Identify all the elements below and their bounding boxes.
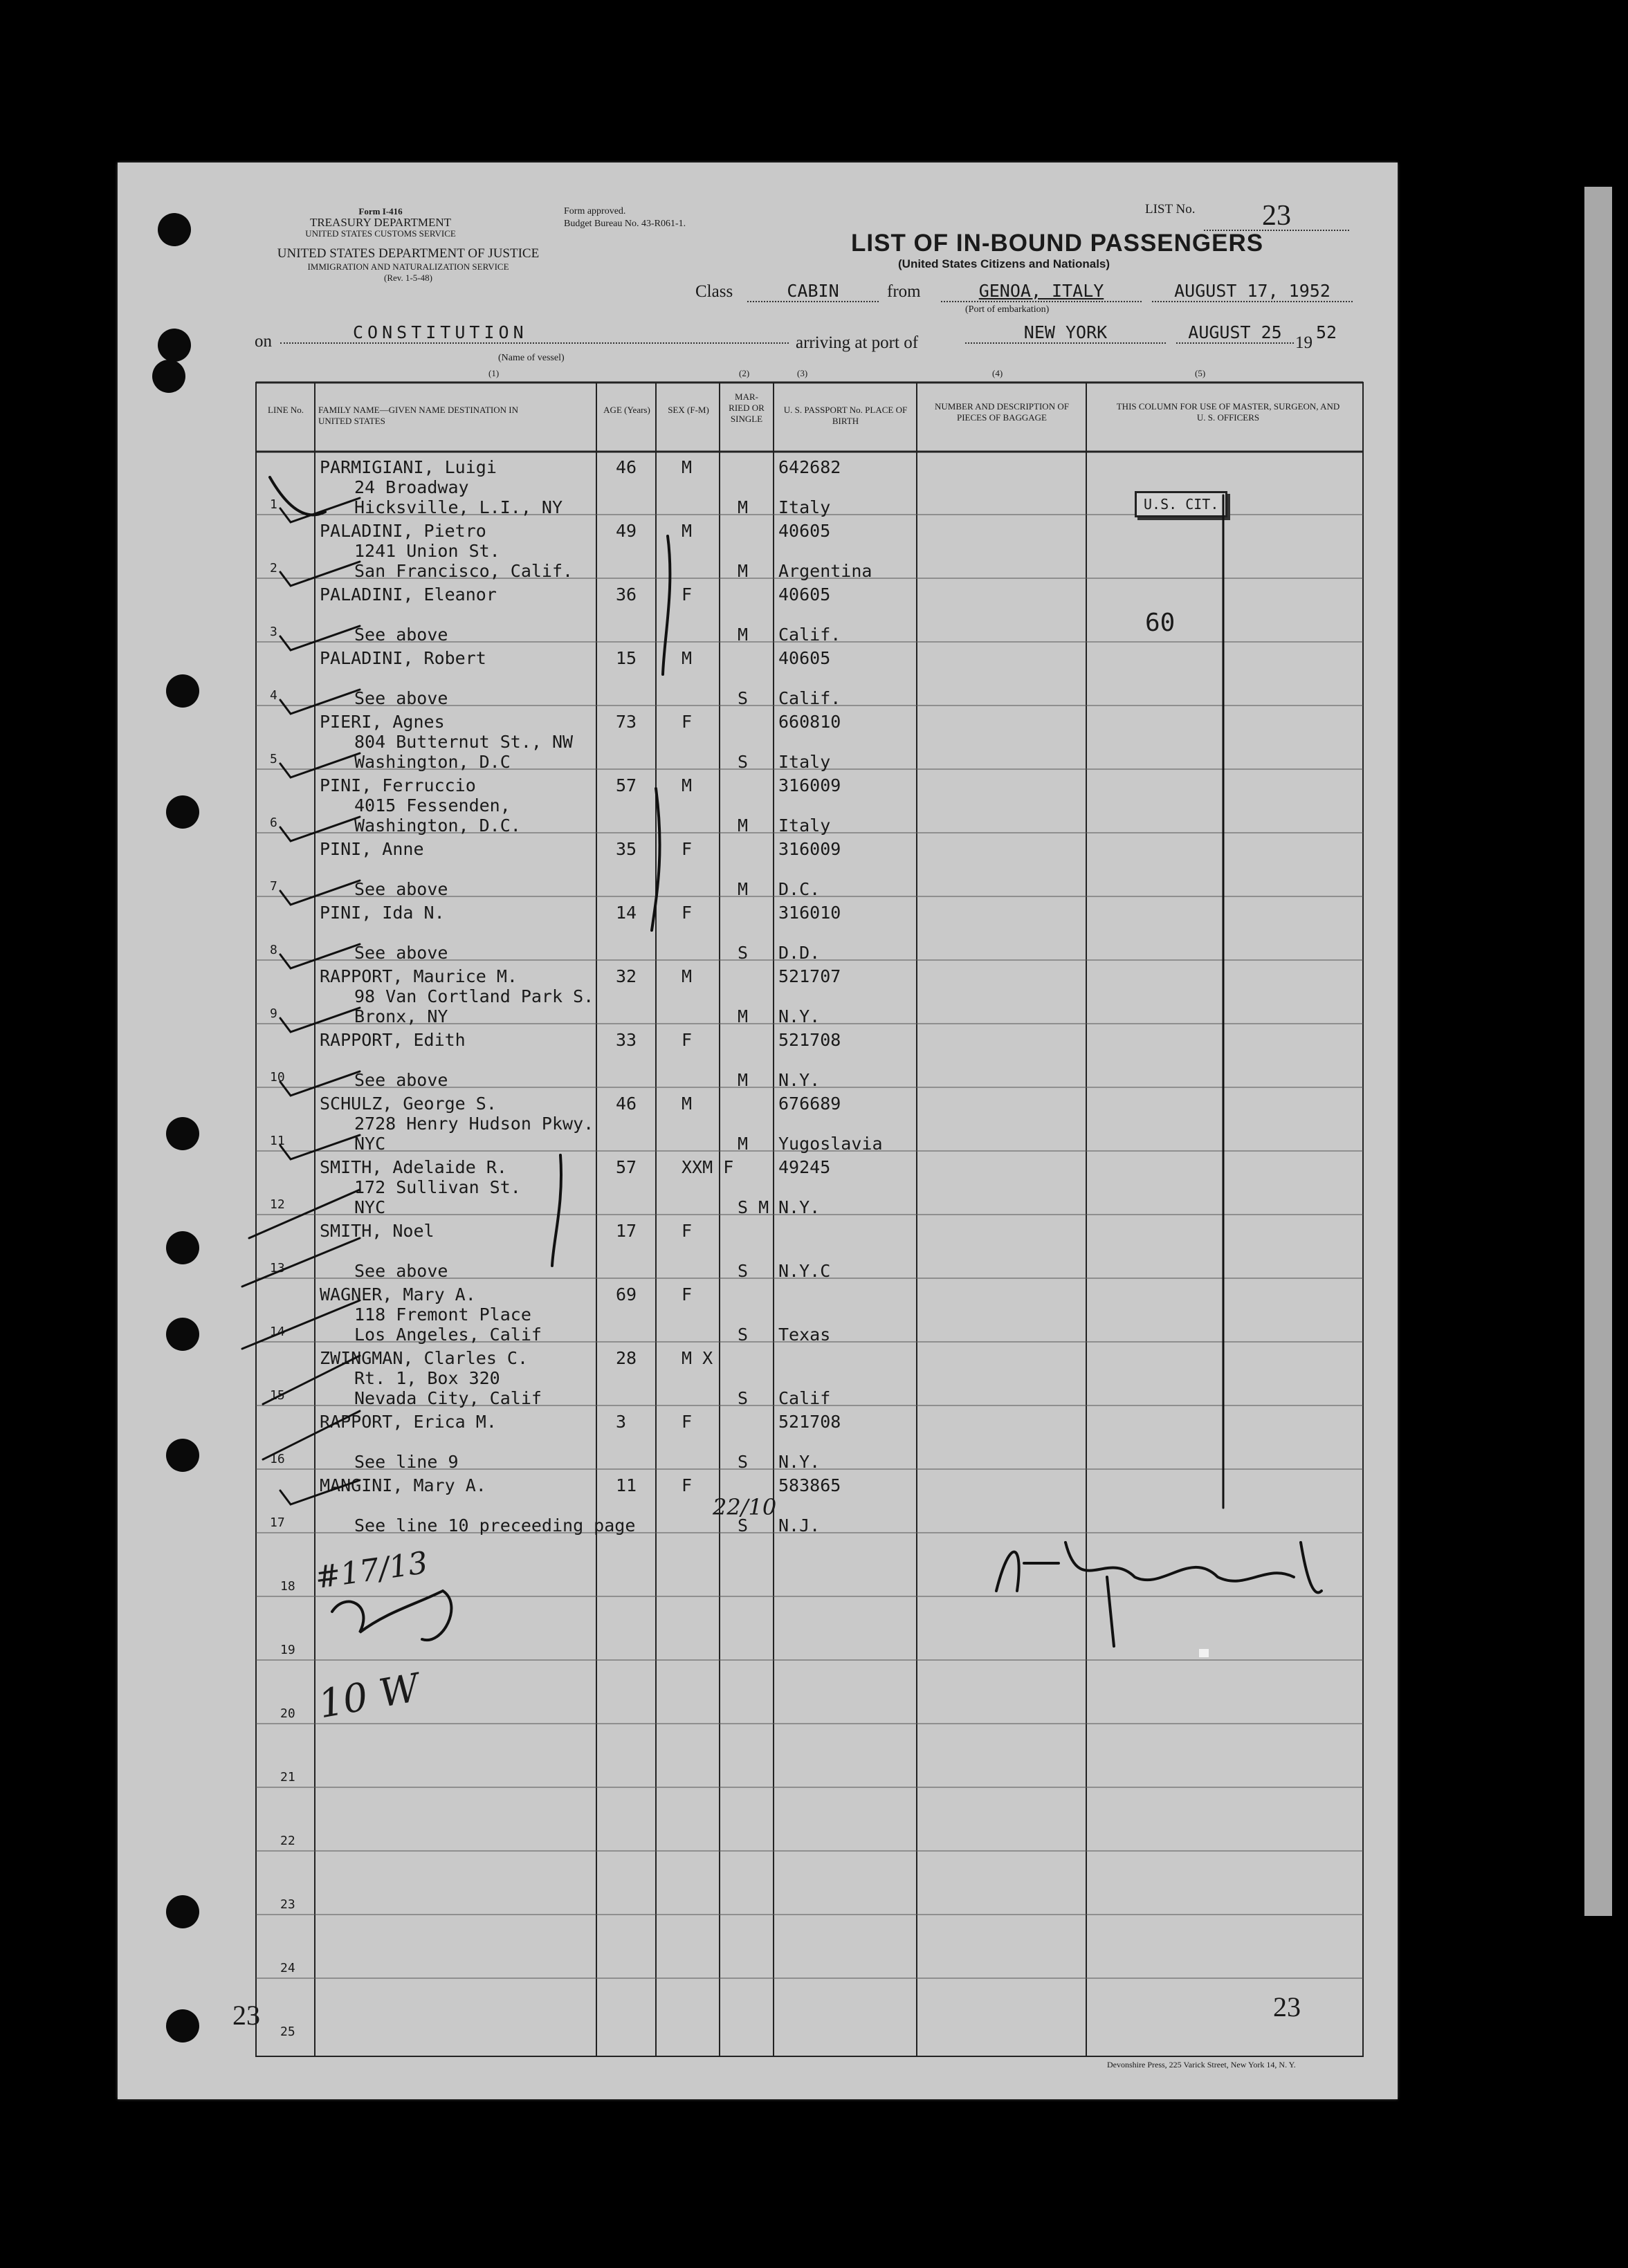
col-header-line: LINE No. [268, 405, 304, 415]
line-number: 14 [270, 1325, 285, 1339]
passenger-name: SMITH, Noel [320, 1221, 435, 1241]
address-line-2: NYC [354, 1134, 386, 1154]
address-line-2: Washington, D.C. [354, 815, 521, 836]
passenger-age: 32 [616, 966, 637, 986]
page-ref-annotation: 22/10 [713, 1494, 777, 1520]
line-number: 15 [270, 1388, 285, 1403]
passport-number: 642682 [778, 457, 841, 477]
place-of-birth: N.J. [778, 1515, 821, 1536]
address-line-2: Nevada City, Calif [354, 1388, 542, 1408]
class-value: CABIN [747, 281, 879, 302]
passenger-age: 33 [616, 1030, 637, 1050]
marital-status: S M [738, 1197, 769, 1217]
dept-justice: UNITED STATES DEPARTMENT OF JUSTICE [277, 246, 540, 261]
passenger-sex: F [682, 584, 693, 605]
passenger-name: PALADINI, Pietro [320, 521, 486, 541]
passenger-sex: F [682, 1475, 693, 1495]
address-line-2: Hicksville, L.I., NY [354, 497, 563, 517]
line-number: 13 [270, 1261, 285, 1275]
passenger-name: PINI, Ferruccio [320, 775, 476, 795]
line-number: 3 [270, 625, 277, 639]
marital-status: S [738, 1515, 749, 1536]
passenger-age: 35 [616, 839, 637, 859]
passport-number: 316010 [778, 903, 841, 923]
line-number: 4 [270, 688, 277, 703]
line-number: 19 [280, 1643, 295, 1657]
passenger-sex: F [682, 1284, 693, 1304]
col-num-5: (5) [1195, 368, 1206, 378]
arrival-year: 52 [1316, 322, 1337, 342]
marital-status: M [738, 1006, 749, 1026]
marital-status: M [738, 625, 749, 645]
passenger-name: PINI, Ida N. [320, 903, 445, 923]
passenger-name: SCHULZ, George S. [320, 1094, 497, 1114]
col-header-baggage: NUMBER AND DESCRIPTION OF PIECES OF BAGGAGE [935, 401, 1069, 423]
line-number: 22 [280, 1834, 295, 1848]
passenger-age: 36 [616, 584, 637, 605]
address-line-2: See above [354, 1070, 448, 1090]
address-line-1: 24 Broadway [354, 477, 469, 497]
place-of-birth: Italy [778, 752, 831, 772]
passport-number: 521708 [778, 1030, 841, 1050]
line-number: 25 [280, 2025, 295, 2039]
line-number: 20 [280, 1706, 295, 1721]
passport-number: 316009 [778, 775, 841, 795]
passport-number: 316009 [778, 839, 841, 859]
page-number-left: 23 [232, 2000, 260, 2031]
form-approved: Form approved. [564, 206, 626, 216]
passenger-sex: XXM F [682, 1157, 734, 1177]
passenger-sex: F [682, 839, 693, 859]
address-line-2: See line 10 preceeding page [354, 1515, 636, 1536]
form-number: Form I-416 [358, 206, 403, 216]
passenger-name: WAGNER, Mary A. [320, 1284, 476, 1304]
col-num-2: (2) [739, 368, 750, 378]
passenger-sex: M X [682, 1348, 713, 1368]
place-of-birth: D.C. [778, 879, 821, 899]
marital-status: M [738, 1134, 749, 1154]
marital-status: M [738, 497, 749, 517]
address-line-2: See above [354, 879, 448, 899]
marital-status: S [738, 1452, 749, 1472]
departure-date: AUGUST 17, 1952 [1152, 281, 1353, 302]
check-mark [270, 477, 325, 515]
address-line-2: See above [354, 943, 448, 963]
marital-status: S [738, 1388, 749, 1408]
place-of-birth: N.Y. [778, 1452, 821, 1472]
address-line-2: Los Angeles, Calif [354, 1325, 542, 1345]
passenger-name: RAPPORT, Edith [320, 1030, 466, 1050]
passenger-name: SMITH, Adelaide R. [320, 1157, 507, 1177]
col-header-age: AGE (Years) [603, 405, 650, 415]
passenger-name: PINI, Anne [320, 839, 424, 859]
address-line-2: Bronx, NY [354, 1006, 448, 1026]
place-of-birth: N.Y.C [778, 1261, 831, 1281]
marital-status: S [738, 1325, 749, 1345]
marital-status: S [738, 943, 749, 963]
passenger-age: 46 [616, 457, 637, 477]
passport-number: 676689 [778, 1094, 841, 1114]
printer-credit: Devonshire Press, 225 Varick Street, New York 14, N. Y. [1107, 2060, 1296, 2069]
count-annotation: 60 [1145, 609, 1176, 637]
place-of-birth: Calif. [778, 625, 841, 645]
passenger-name: PIERI, Agnes [320, 712, 445, 732]
place-of-birth: Yugoslavia [778, 1134, 883, 1154]
passenger-age: 57 [616, 1157, 637, 1177]
customs-service: UNITED STATES CUSTOMS SERVICE [305, 228, 456, 239]
place-of-birth: N.Y. [778, 1197, 821, 1217]
line-number: 10 [270, 1070, 285, 1085]
passport-number: 49245 [778, 1157, 831, 1177]
passenger-name: RAPPORT, Erica M. [320, 1412, 497, 1432]
passenger-age: 57 [616, 775, 637, 795]
address-line-2: See above [354, 688, 448, 708]
passport-number: 40605 [778, 584, 831, 605]
marital-status: M [738, 879, 749, 899]
passenger-age: 69 [616, 1284, 637, 1304]
passenger-name: RAPPORT, Maurice M. [320, 966, 518, 986]
col-header-married: MAR- RIED OR SINGLE [729, 391, 765, 424]
budget-bureau: Budget Bureau No. 43-R061-1. [564, 219, 686, 229]
handwritten-note-1: #17/13 [313, 1545, 430, 1596]
line-number: 24 [280, 1961, 295, 1975]
port-caption: (Port of embarkation) [965, 304, 1050, 315]
page-subtitle: (United States Citizens and Nationals) [898, 257, 1110, 270]
passenger-sex: F [682, 1412, 693, 1432]
line-number: 16 [270, 1452, 285, 1466]
place-of-birth: D.D. [778, 943, 821, 963]
col-header-name: FAMILY NAME—GIVEN NAME DESTINATION IN UNITED STATES [318, 405, 519, 426]
passenger-age: 73 [616, 712, 637, 732]
passenger-sex: F [682, 1221, 693, 1241]
place-of-birth: Argentina [778, 561, 872, 581]
marital-status: M [738, 815, 749, 836]
marital-status: S [738, 1261, 749, 1281]
passenger-sex: M [682, 457, 693, 477]
passport-number: 40605 [778, 521, 831, 541]
passenger-age: 15 [616, 648, 637, 668]
address-line-1: 98 Van Cortland Park S. [354, 986, 594, 1006]
col-header-sex: SEX (F-M) [668, 405, 709, 415]
ins-service: IMMIGRATION AND NATURALIZATION SERVICE [307, 261, 509, 272]
from-label: from [887, 282, 921, 301]
page-title: LIST OF IN-BOUND PASSENGERS [851, 230, 1264, 257]
dept-treasury: TREASURY DEPARTMENT [309, 216, 452, 229]
passenger-age: 17 [616, 1221, 637, 1241]
address-line-1: 2728 Henry Hudson Pkwy. [354, 1114, 594, 1134]
class-label: Class [695, 282, 733, 301]
passport-number: 521707 [778, 966, 841, 986]
list-number: 23 [1204, 202, 1349, 231]
passenger-sex: M [682, 1094, 693, 1114]
line-number: 18 [280, 1579, 295, 1594]
address-line-1: 1241 Union St. [354, 541, 500, 561]
on-label: on [255, 332, 272, 351]
address-line-2: NYC [354, 1197, 386, 1217]
line-number: 12 [270, 1197, 285, 1212]
address-line-1: 172 Sullivan St. [354, 1177, 521, 1197]
page-number-right: 23 [1273, 1991, 1301, 2022]
marital-status: S [738, 688, 749, 708]
arrival-year-prefix: 19 [1295, 333, 1313, 352]
passenger-age: 28 [616, 1348, 637, 1368]
line-number: 21 [280, 1770, 295, 1785]
line-number: 9 [270, 1006, 277, 1021]
passenger-age: 3 [616, 1412, 627, 1432]
handwritten-note-2: 10 W [315, 1665, 423, 1728]
from-port: GENOA, ITALY [941, 281, 1142, 302]
address-line-1: Rt. 1, Box 320 [354, 1368, 500, 1388]
address-line-1: 118 Fremont Place [354, 1304, 531, 1325]
arriving-label: arriving at port of [796, 333, 919, 352]
passenger-name: MANGINI, Mary A. [320, 1475, 486, 1495]
line-number: 11 [270, 1134, 285, 1148]
address-line-2: Washington, D.C [354, 752, 511, 772]
line-number: 2 [270, 561, 277, 575]
us-cit-stamp: U.S. CIT. [1135, 491, 1227, 517]
col-num-1: (1) [488, 368, 500, 378]
place-of-birth: Calif [778, 1388, 831, 1408]
passenger-age: 46 [616, 1094, 637, 1114]
passenger-age: 11 [616, 1475, 637, 1495]
line-number: 1 [270, 497, 277, 512]
address-line-1: 804 Butternut St., NW [354, 732, 574, 752]
passport-number: 521708 [778, 1412, 841, 1432]
place-of-birth: Texas [778, 1325, 831, 1345]
passenger-name: PALADINI, Eleanor [320, 584, 497, 605]
arrival-port: NEW YORK [965, 322, 1166, 344]
passport-number: 40605 [778, 648, 831, 668]
passenger-sex: F [682, 1030, 693, 1050]
col-num-4: (4) [992, 368, 1003, 378]
passenger-age: 49 [616, 521, 637, 541]
line-number: 23 [280, 1897, 295, 1912]
passport-number: 583865 [778, 1475, 841, 1495]
passenger-sex: M [682, 521, 693, 541]
place-of-birth: Italy [778, 497, 831, 517]
col-header-passport: U. S. PASSPORT No. PLACE OF BIRTH [783, 405, 908, 426]
passenger-sex: F [682, 903, 693, 923]
passenger-sex: M [682, 648, 693, 668]
passenger-sex: F [682, 712, 693, 732]
marital-status: M [738, 561, 749, 581]
marital-status: S [738, 752, 749, 772]
line-number: 7 [270, 879, 277, 894]
line-number: 8 [270, 943, 277, 957]
form-revision: (Rev. 1-5-48) [384, 273, 432, 283]
place-of-birth: Calif. [778, 688, 841, 708]
vessel-caption: (Name of vessel) [498, 353, 565, 363]
line-number: 17 [270, 1515, 285, 1530]
place-of-birth: N.Y. [778, 1006, 821, 1026]
place-of-birth: Italy [778, 815, 831, 836]
marital-status: M [738, 1070, 749, 1090]
passenger-name: PARMIGIANI, Luigi [320, 457, 497, 477]
col-num-3: (3) [797, 368, 808, 378]
line-number: 6 [270, 815, 277, 830]
passenger-sex: M [682, 966, 693, 986]
passenger-name: ZWINGMAN, Clarles C. [320, 1348, 529, 1368]
vessel-name: CONSTITUTION [280, 322, 789, 344]
address-line-2: See line 9 [354, 1452, 459, 1472]
passenger-name: PALADINI, Robert [320, 648, 486, 668]
address-line-2: See above [354, 625, 448, 645]
passenger-sex: M [682, 775, 693, 795]
list-no-label: LIST No. [1145, 202, 1196, 216]
address-line-2: San Francisco, Calif. [354, 561, 574, 581]
address-line-1: 4015 Fessenden, [354, 795, 511, 815]
address-line-2: See above [354, 1261, 448, 1281]
line-number: 5 [270, 752, 277, 766]
passenger-age: 14 [616, 903, 637, 923]
arrival-date: AUGUST 25 [1176, 322, 1294, 344]
place-of-birth: N.Y. [778, 1070, 821, 1090]
col-header-officers: THIS COLUMN FOR USE OF MASTER, SURGEON, AND U. S. OFFICERS [1116, 401, 1340, 423]
passport-number: 660810 [778, 712, 841, 732]
